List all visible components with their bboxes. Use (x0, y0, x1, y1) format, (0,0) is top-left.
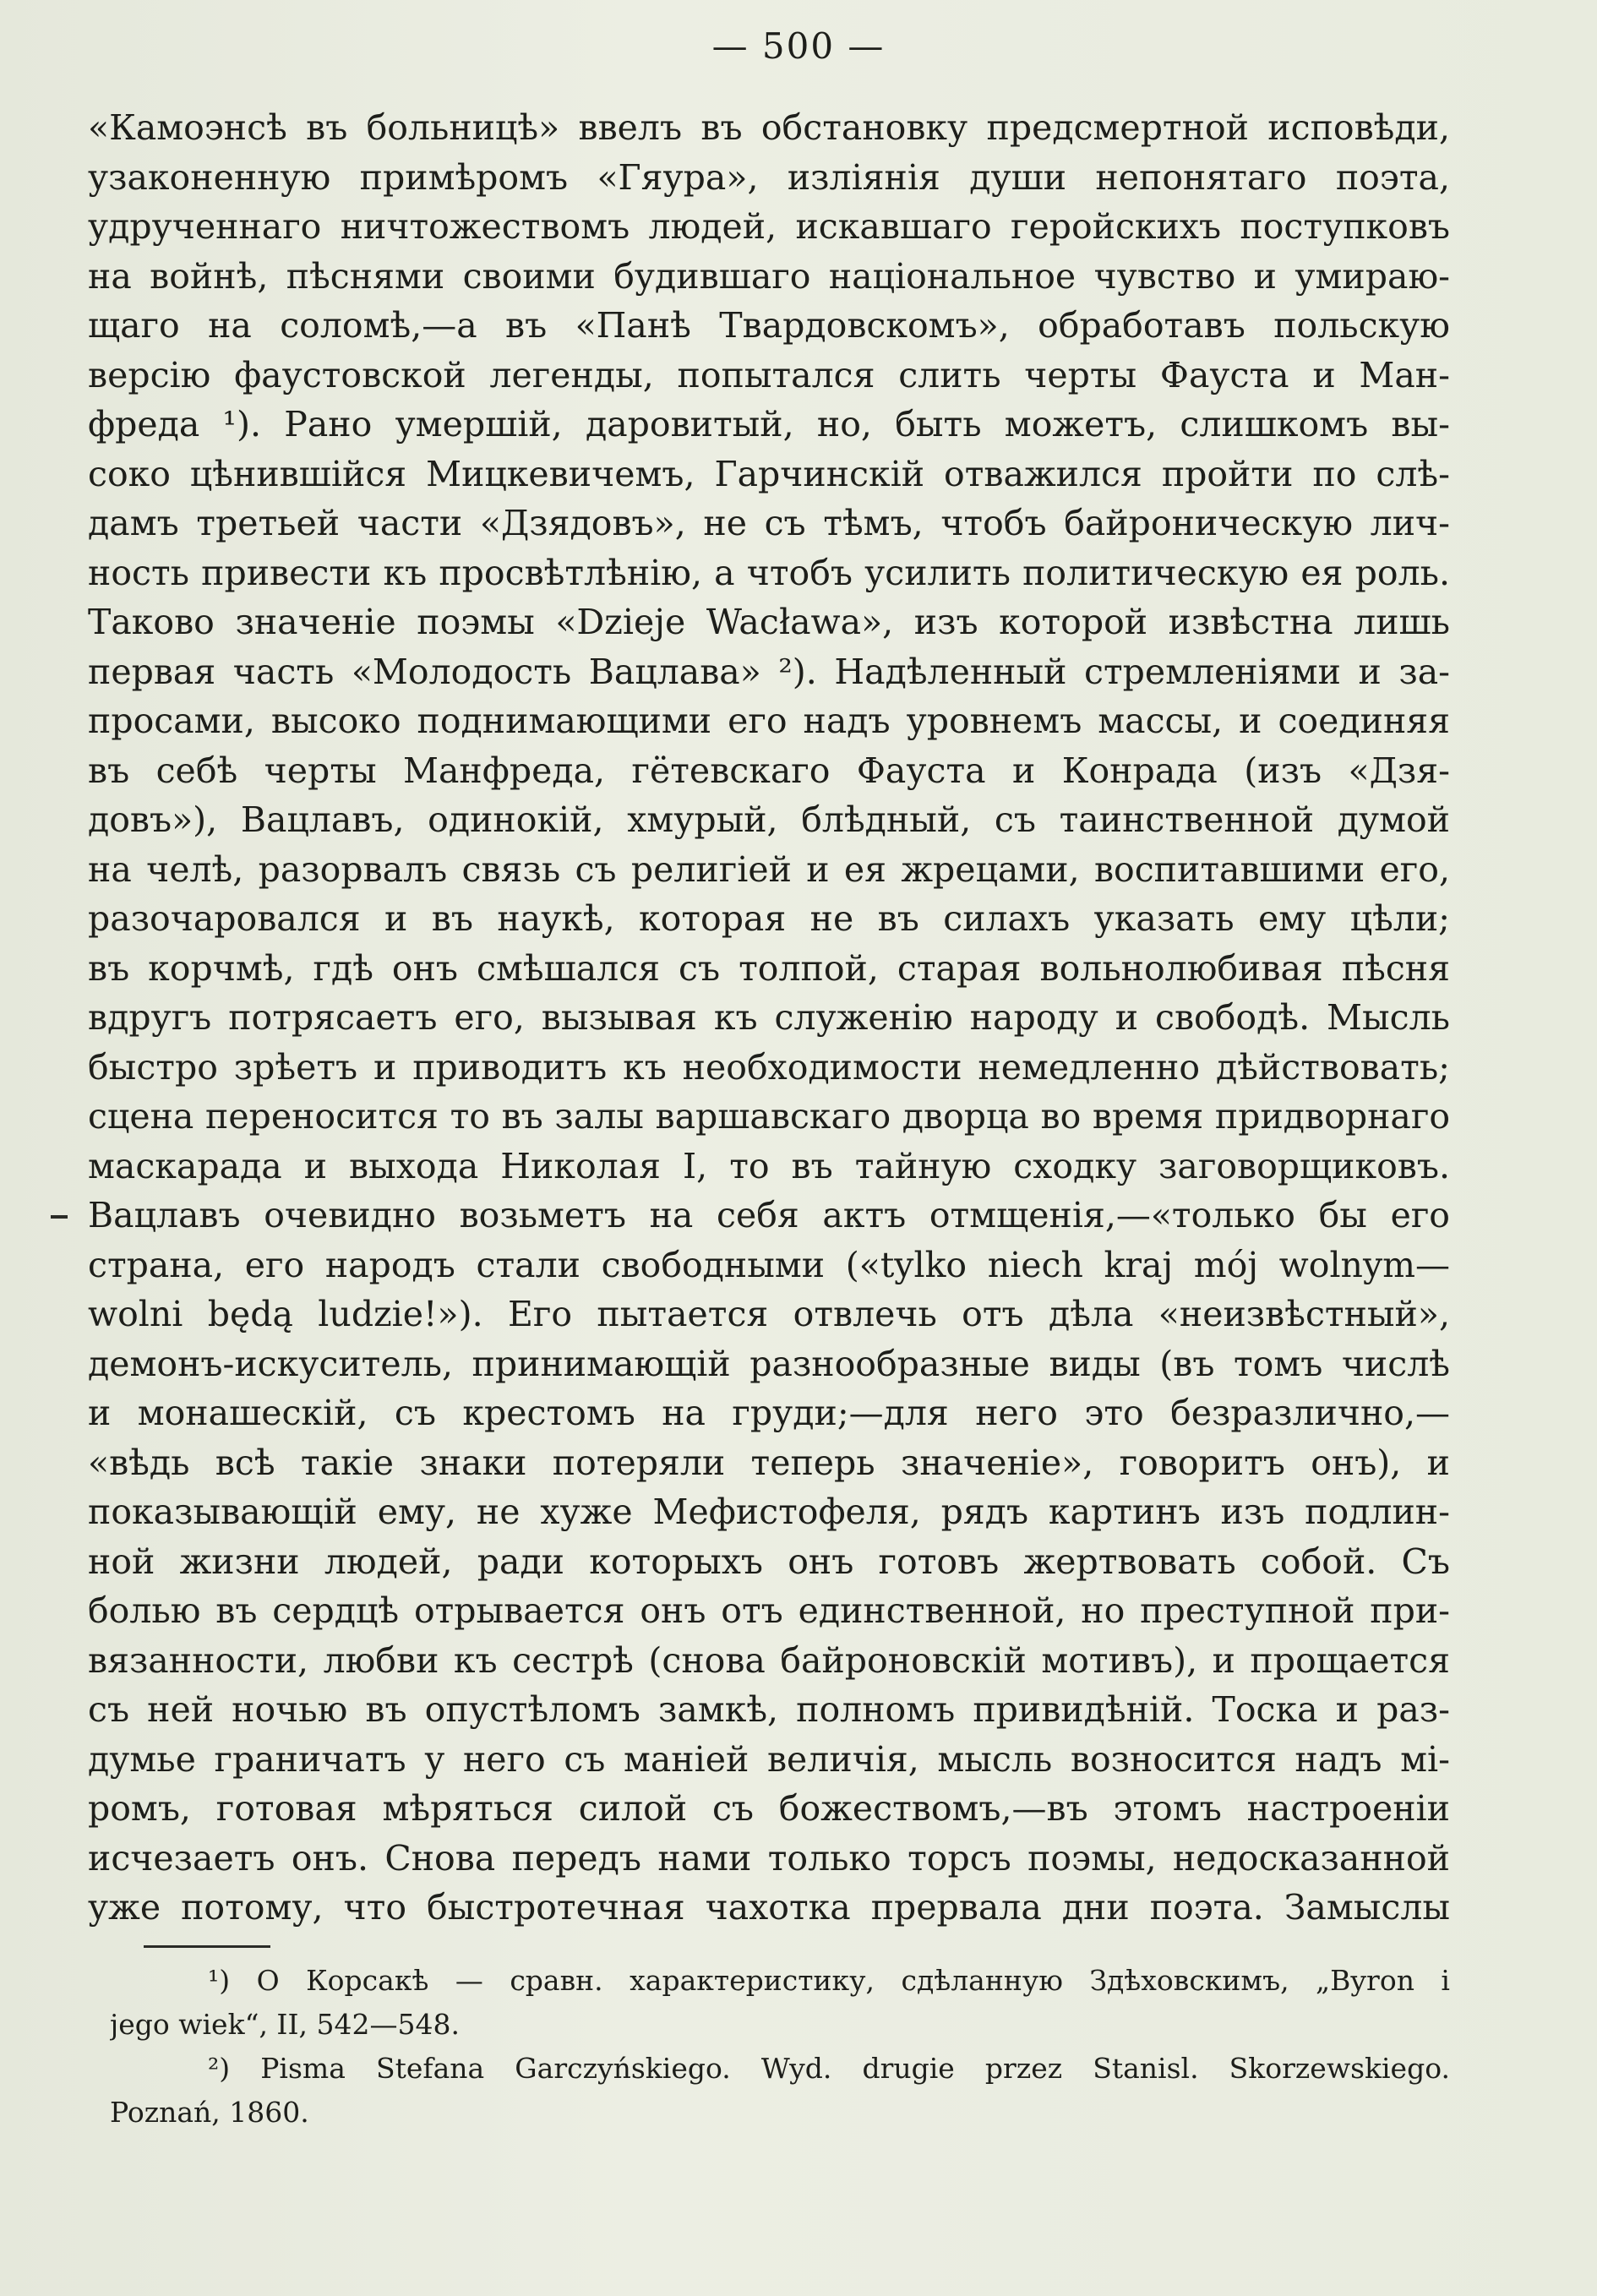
text-line: ромъ, готовая мѣряться силой съ божествомъ,—въ этомъ настроеніи (88, 1788, 1450, 1829)
footnote-divider (144, 1945, 270, 1948)
text-line: исчезаетъ онъ. Снова передъ нами только торсъ поэмы, недосказанной (88, 1837, 1450, 1879)
text-line: довъ»), Вацлавъ, одинокій, хмурый, блѣдный, съ таинственной думой (88, 799, 1450, 840)
text-line: первая часть «Молодость Вацлава» ²). Надѣленный стремленіями и за- (88, 651, 1450, 692)
text-line: болью въ сердцѣ отрывается онъ отъ единственной, но преступной при- (88, 1590, 1450, 1631)
text-line: версію фаустовской легенды, попытался слить черты Фауста и Ман- (88, 354, 1450, 395)
text-line: Вацлавъ очевидно возьметъ на себя актъ отмщенія,—«только бы его (88, 1195, 1450, 1235)
text-line: wolni będą ludzie!»). Его пытается отвлечь отъ дѣла «неизвѣстный», (88, 1294, 1450, 1334)
text-line: думье граничатъ у него съ маніей величія, мысль возносится надъ мі- (88, 1738, 1450, 1780)
text-line: щаго на соломѣ,—а въ «Панѣ Твардовскомъ», обработавъ польскую (88, 305, 1450, 346)
text-line: вязанности, любви къ сестрѣ (снова байроновскій мотивъ), и прощается (88, 1639, 1450, 1681)
text-line: на войнѣ, пѣснями своими будившаго національное чувство и умираю- (88, 255, 1450, 297)
text-line: Таково значеніе поэмы «Dzieje Wacława», изъ которой извѣстна лишь (88, 602, 1450, 642)
text-line: «вѣдь всѣ такіе знаки потеряли теперь значеніе», говоритъ онъ), и (88, 1442, 1450, 1483)
text-line: дамъ третьей части «Дзядовъ», не съ тѣмъ, чтобъ байроническую лич- (88, 503, 1450, 543)
text-line: удрученнаго ничтожествомъ людей, искавшаго геройскихъ поступковъ (88, 206, 1450, 247)
text-line: сцена переносится то въ залы варшавскаго дворца во время придворнаго (88, 1096, 1450, 1137)
main-text (88, 103, 1450, 1933)
text-line: и монашескій, съ крестомъ на груди;—для него это безразлично,— (88, 1393, 1450, 1433)
text-line: маскарада и выхода Николая I, то въ тайную сходку заговорщиковъ. (88, 1145, 1450, 1186)
text-line: соко цѣнившійся Мицкевичемъ, Гарчинскій отважился пройти по слѣ- (88, 453, 1450, 494)
text-line: «Камоэнсѣ въ больницѣ» ввелъ въ обстановку предсмертной исповѣди, (88, 107, 1450, 148)
margin-mark (51, 1215, 68, 1219)
text-line: фреда ¹). Рано умершій, даровитый, но, быть можетъ, слишкомъ вы- (88, 404, 1450, 444)
text-line: узаконенную примѣромъ «Гяура», изліянія души непонятаго поэта, (88, 156, 1450, 198)
footnote-1-continuation: jego wiek“, II, 542—548. (110, 2008, 460, 2041)
text-line: показывающій ему, не хуже Мефистофеля, рядъ картинъ изъ подлин- (88, 1492, 1450, 1532)
text-line: разочаровался и въ наукѣ, которая не въ силахъ указать ему цѣли; (88, 898, 1450, 939)
text-line: въ себѣ черты Манфреда, гётевскаго Фауста и Конрада (изъ «Дзя- (88, 750, 1450, 791)
text-line: быстро зрѣетъ и приводитъ къ необходимости немедленно дѣйствовать; (88, 1046, 1450, 1088)
page-number: — 500 — (711, 25, 886, 67)
footnote-1: ¹) О Корсакѣ — сравн. характеристику, сдѣланную Здѣховскимъ, „Byron i (208, 1964, 1450, 1997)
text-line: просами, высоко поднимающими его надъ уровнемъ массы, и соединяя (88, 701, 1450, 741)
footnote-2-continuation: Poznań, 1860. (110, 2096, 309, 2129)
text-line: демонъ-искуситель, принимающій разнообразные виды (въ томъ числѣ (88, 1343, 1450, 1384)
text-line: страна, его народъ стали свободными («tylko niech kraj mój wolnym— (88, 1244, 1450, 1285)
text-line: на челѣ, разорвалъ связь съ религіей и ея жрецами, воспитавшими его, (88, 848, 1450, 890)
text-line: ной жизни людей, ради которыхъ онъ готовъ жертвовать собой. Съ (88, 1541, 1450, 1582)
text-line: ность привести къ просвѣтлѣнію, а чтобъ усилить политическую ея роль. (88, 552, 1450, 593)
text-line: уже потому, что быстротечная чахотка прервала дни поэта. Замыслы (88, 1887, 1450, 1928)
text-line: вдругъ потрясаетъ его, вызывая къ служенію народу и свободѣ. Мысль (88, 997, 1450, 1038)
footnotes (110, 1959, 1450, 2135)
text-line: въ корчмѣ, гдѣ онъ смѣшался съ толпой, старая вольнолюбивая пѣсня (88, 947, 1450, 989)
footnote-2: ²) Pisma Stefana Garczyńskiego. Wyd. drugie przez Stanisl. Skorzewskiego. (208, 2052, 1450, 2085)
text-line: съ ней ночью въ опустѣломъ замкѣ, полномъ привидѣній. Тоска и раз- (88, 1689, 1450, 1730)
